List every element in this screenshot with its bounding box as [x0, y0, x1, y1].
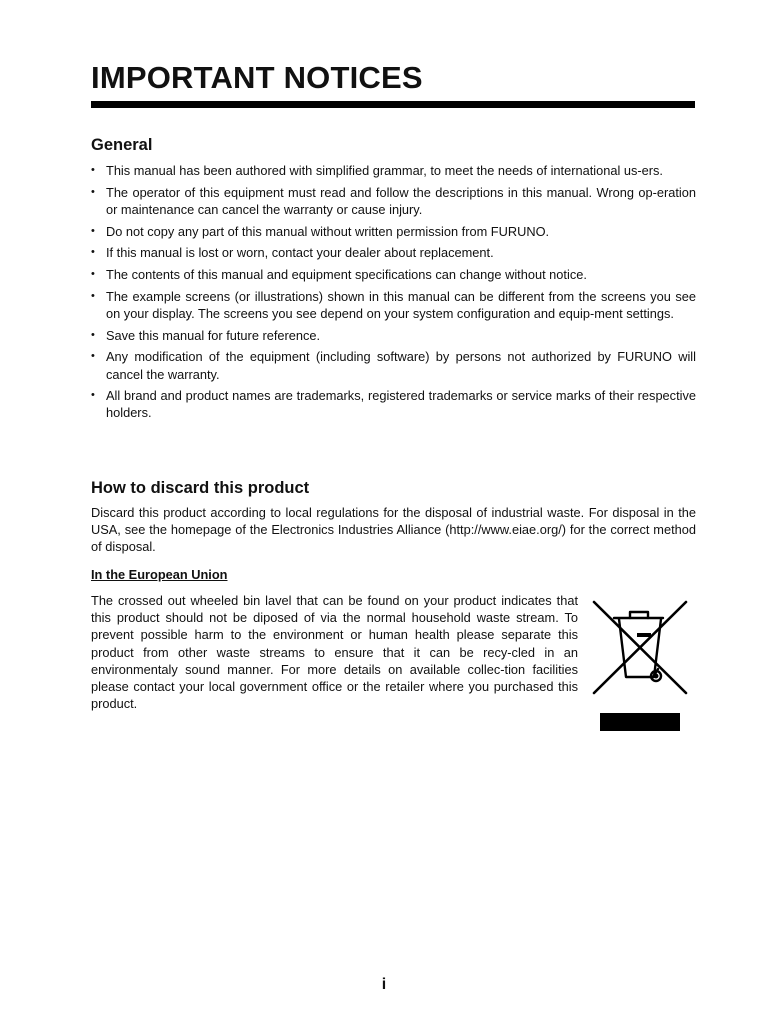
list-item-text: The example screens (or illustrations) shown in this manual can be different from the screens you see on your display. The screens you see depend on your system configuration and equip-ment settings. — [106, 288, 696, 321]
bullet-icon: • — [91, 246, 95, 259]
bullet-icon: • — [91, 164, 95, 176]
discard-paragraph: Discard this product according to local regulations for the disposal of industrial waste. For disposal in the USA, see the homepage of the Electronics Industries Alliance (http://www.eiae.org/) for the correct method of disposal. — [91, 505, 696, 555]
list-item — [91, 162, 696, 179]
list-item — [91, 184, 696, 218]
page-number: i — [381, 976, 387, 993]
page-title: IMPORTANT NOTICES — [91, 60, 423, 95]
title-rule — [91, 101, 695, 108]
list-item — [91, 288, 696, 322]
bullet-icon: • — [91, 350, 95, 363]
general-heading: General — [91, 136, 153, 154]
list-item-text: If this manual is lost or worn, contact your dealer about replacement. — [106, 245, 494, 261]
crossed-out-wheeled-bin-icon — [590, 597, 690, 733]
bullet-icon: • — [91, 268, 95, 281]
bullet-icon: • — [91, 185, 95, 198]
list-item-text: All brand and product names are trademarks, registered trademarks or service marks of their respective holders. — [106, 388, 696, 421]
bullet-icon: • — [91, 389, 95, 402]
eu-paragraph: The crossed out wheeled bin lavel that can be found on your product indicates that this product should not be diposed of via the normal household waste stream. To prevent possible harm to the environment or human health please separate this product from other waste streams to ensure that it can be recy-cled in an environmentaly sound manner. For more details on available collec-tion facilities please contact your local government office or the retailer where you purchased this product. — [91, 593, 578, 712]
list-item — [91, 266, 696, 283]
list-item-text: Do not copy any part of this manual without written permission from FURUNO. — [106, 223, 550, 239]
list-item-text: The contents of this manual and equipment specifications can change without notice. — [106, 267, 587, 283]
list-item-text: Any modification of the equipment (including software) by persons not authorized by FURUNO will cancel the warranty. — [106, 349, 696, 382]
list-item — [91, 387, 696, 421]
list-item-text: Save this manual for future reference. — [106, 327, 321, 343]
list-item — [91, 327, 696, 344]
bullet-icon: • — [91, 328, 95, 341]
list-item-text: The operator of this equipment must read and follow the descriptions in this manual. Wrong op-eration or maintenance can cancel the warranty or cause injury. — [106, 184, 696, 217]
discard-heading: How to discard this product — [91, 479, 310, 497]
bullet-icon: • — [91, 289, 95, 302]
list-item — [91, 244, 696, 261]
eu-heading: In the European Union — [91, 567, 228, 582]
general-bullet-list — [91, 162, 696, 426]
list-item — [91, 348, 696, 382]
list-item-text: This manual has been authored with simplified grammar, to meet the needs of international us-ers. — [106, 163, 663, 178]
bullet-icon: • — [91, 224, 95, 237]
list-item — [91, 223, 696, 240]
